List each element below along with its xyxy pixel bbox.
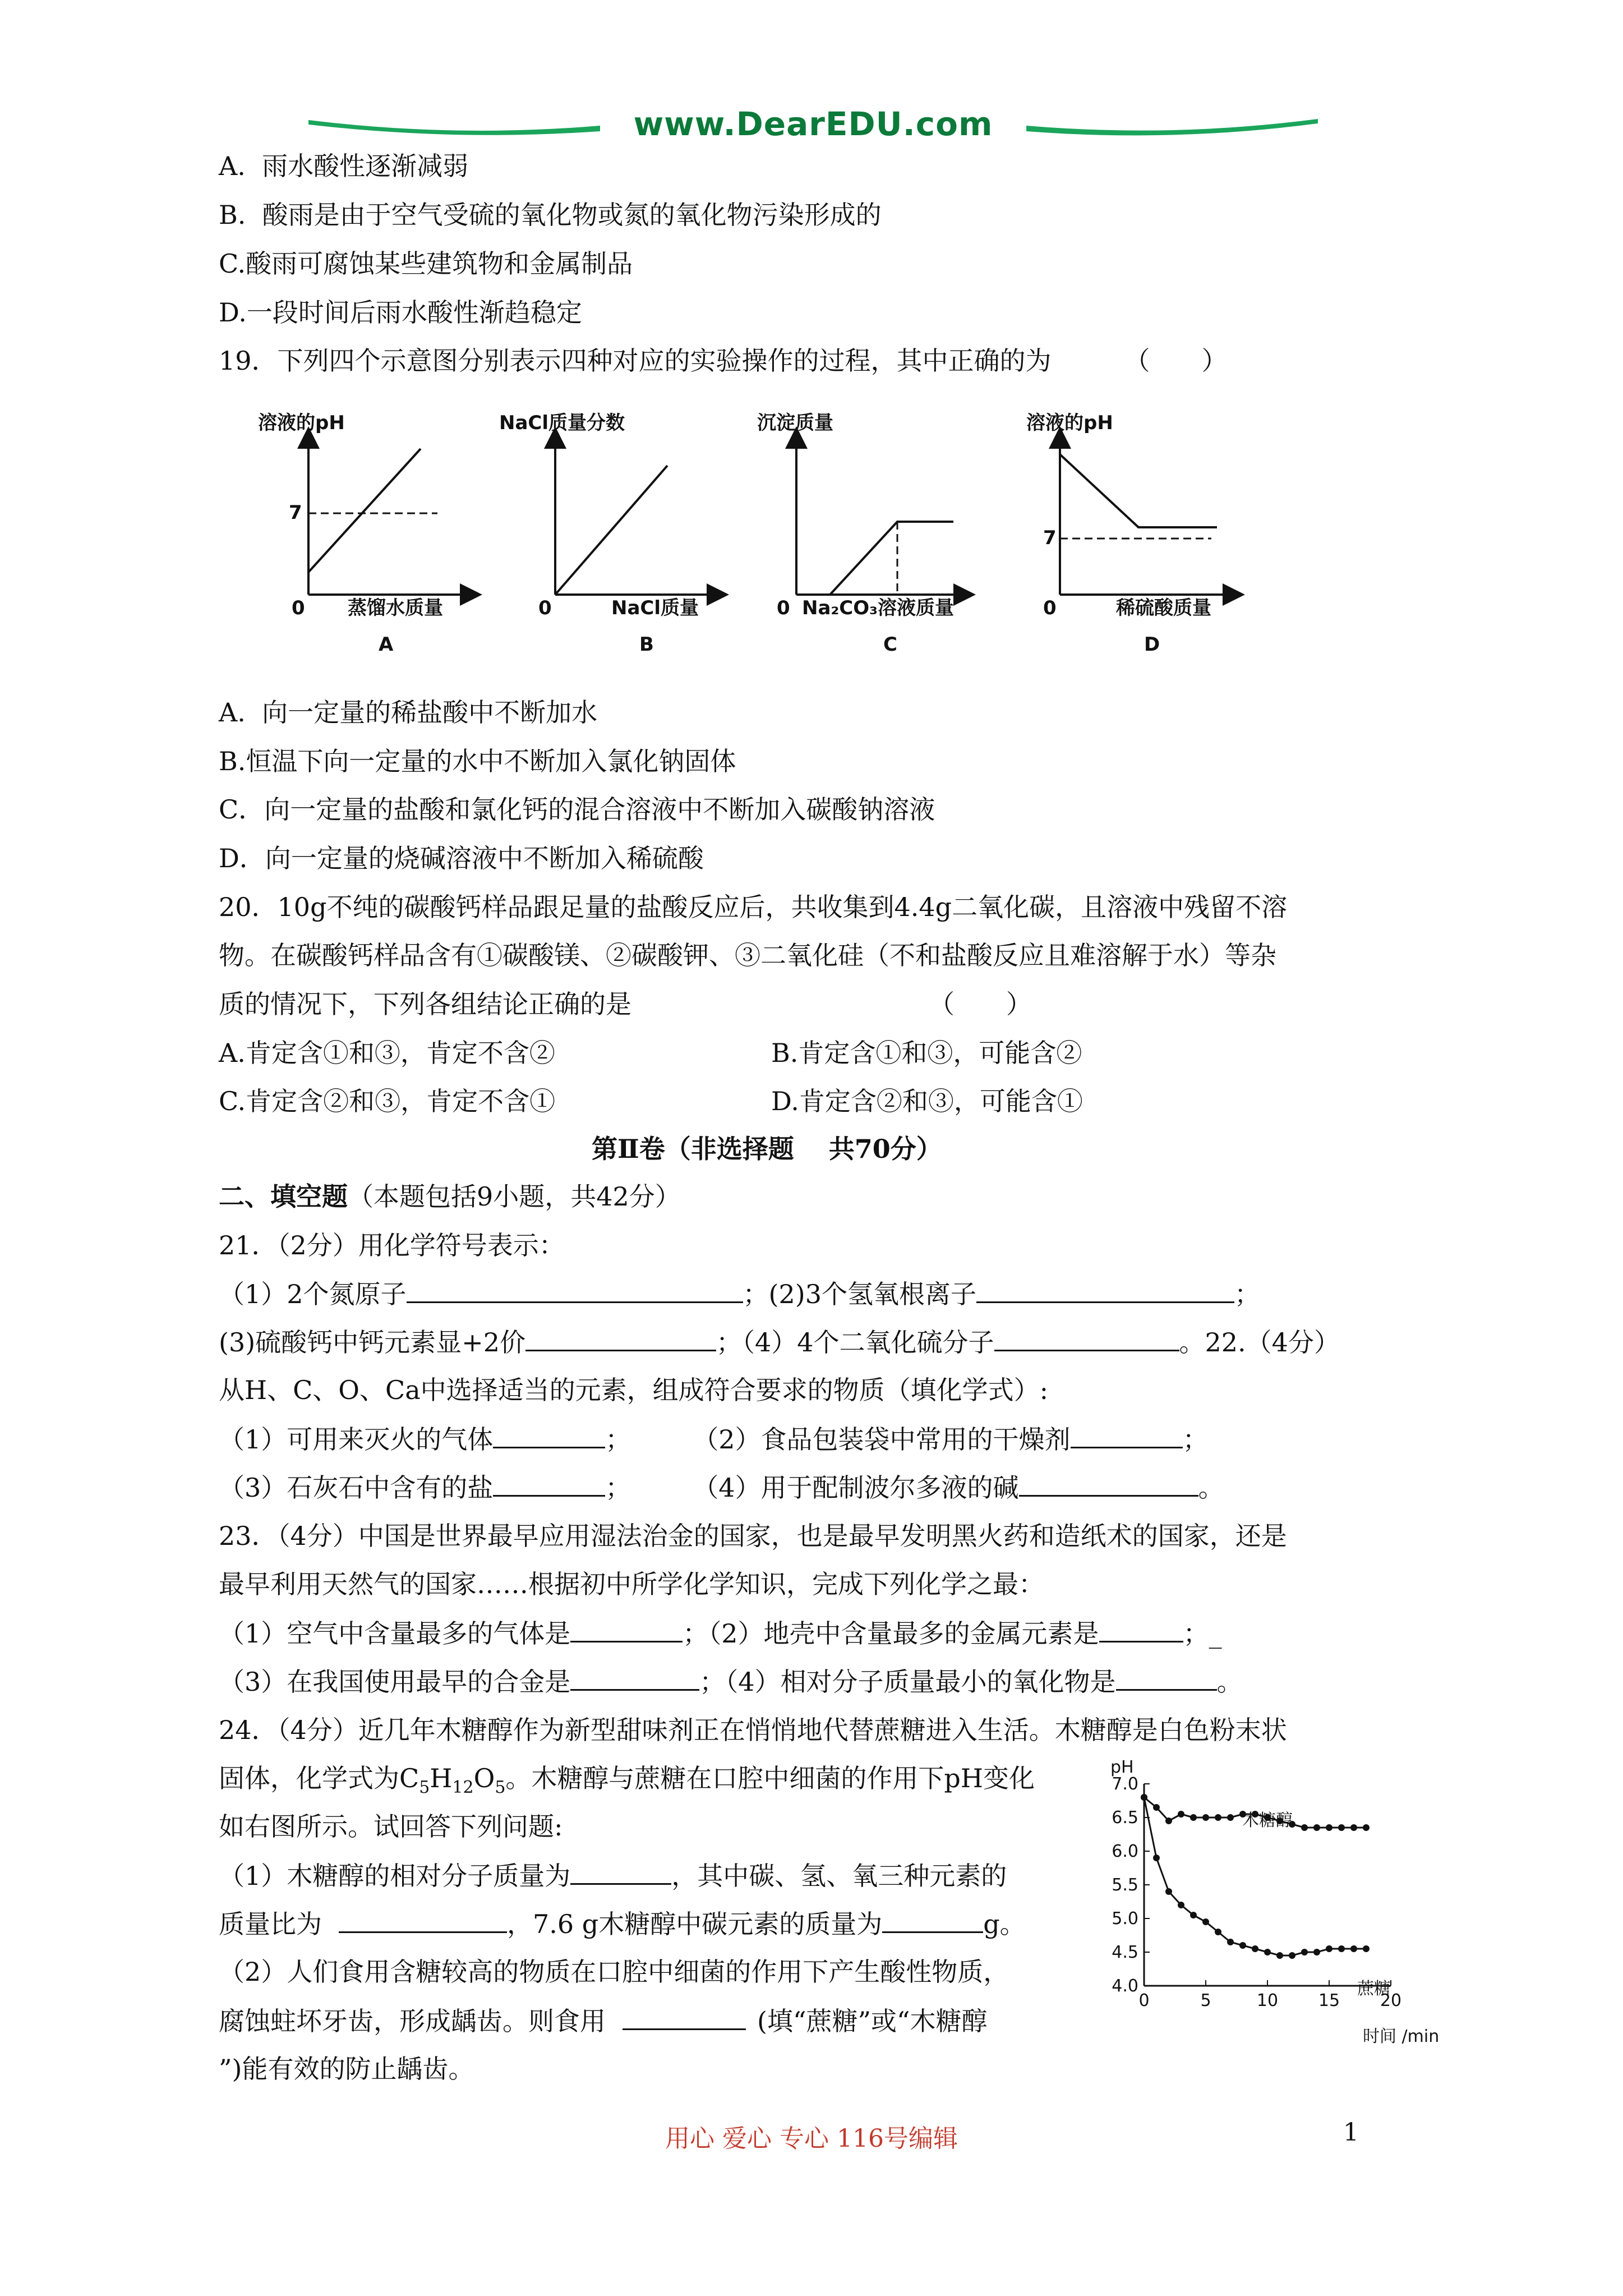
q20-answer-paren: （ ） bbox=[929, 989, 1032, 1019]
data-point bbox=[1252, 1945, 1258, 1952]
q22-blank-2[interactable] bbox=[1071, 1422, 1183, 1448]
section-2-heading-rest: （本题包括9小题，共42分） bbox=[348, 1181, 681, 1212]
chart-x-tick-label: 5 bbox=[1200, 1991, 1211, 2010]
chart-y-tick-label: 5.0 bbox=[1112, 1909, 1138, 1929]
graph-c-letter: C bbox=[883, 633, 897, 656]
site-url[interactable]: www.DearEDU.com bbox=[633, 105, 993, 143]
q23-end: 。 bbox=[1216, 1667, 1243, 1697]
data-point bbox=[1202, 1918, 1209, 1925]
q21-blank-2[interactable] bbox=[976, 1277, 1234, 1303]
chart-y-tick-label: 4.0 bbox=[1112, 1976, 1138, 1996]
ph-chart bbox=[1099, 1756, 1447, 2047]
q22-end: 。 bbox=[1198, 1473, 1224, 1503]
q20-option-b: B.肯定含①和③，可能含② bbox=[771, 1038, 1082, 1068]
q19-stem-text: 19．下列四个示意图分别表示四种对应的实验操作的过程，其中正确的为 bbox=[219, 346, 1052, 376]
page-footer: 用心 爱心 专心 116号编辑 bbox=[665, 2124, 958, 2153]
data-point bbox=[1227, 1939, 1234, 1945]
data-point bbox=[1313, 1949, 1320, 1955]
q21-blank-1[interactable] bbox=[407, 1277, 743, 1303]
q22-line-3 bbox=[219, 1470, 1224, 1504]
graph-b bbox=[499, 412, 718, 656]
q24-line-3: 如右图所示。试回答下列问题: bbox=[219, 1811, 563, 1842]
graph-c bbox=[757, 412, 965, 656]
q21-part-1: （1）2个氮原子 bbox=[219, 1279, 407, 1309]
q22-part-3: （3）石灰石中含有的盐 bbox=[219, 1473, 494, 1503]
q24-line-8: ”)能有效的防止龋齿。 bbox=[219, 2054, 474, 2084]
q24-line-4-b: ，其中碳、氢、氧三种元素的 bbox=[671, 1861, 1007, 1891]
q24-line-4-a: （1）木糖醇的相对分子质量为 bbox=[219, 1861, 571, 1891]
q20-line-1: 20．10g不纯的碳酸钙样品跟足量的盐酸反应后，共收集到4.4g二氧化碳，且溶液中残留不溶 bbox=[219, 892, 1288, 922]
q22-sep-1: ； bbox=[605, 1424, 631, 1455]
q19-figure bbox=[236, 404, 1279, 668]
q21-part-3: (3)硫酸钙中钙元素显+2价 bbox=[219, 1327, 525, 1358]
q24-line-7-a: 腐蚀蛀坏牙齿，形成龋齿。则食用 bbox=[219, 2006, 606, 2036]
q24-sub-1: 5 bbox=[419, 1778, 430, 1798]
site-header bbox=[308, 99, 1318, 149]
q24-line-5 bbox=[219, 1907, 1026, 1941]
q19-answer-paren: （ ） bbox=[1124, 346, 1228, 376]
graph-a-letter: A bbox=[379, 633, 394, 656]
page-number: 1 bbox=[1343, 2118, 1359, 2147]
q24-line-2-rest: 。木糖醇与蔗糖在口腔中细菌的作用下pH变化 bbox=[505, 1763, 1035, 1793]
graph-c-ylabel: 沉淀质量 bbox=[757, 412, 833, 434]
q21-blank-3[interactable] bbox=[525, 1325, 716, 1351]
q24-line-6: （2）人们食用含糖较高的物质在口腔中细菌的作用下产生酸性物质， bbox=[219, 1957, 1009, 1987]
q18-option-b: B. 酸雨是由于空气受硫的氧化物或氮的氧化物污染形成的 bbox=[219, 200, 882, 230]
data-point bbox=[1178, 1902, 1184, 1908]
data-point bbox=[1202, 1814, 1209, 1821]
data-point bbox=[1363, 1824, 1370, 1831]
q23-blank-2[interactable] bbox=[1099, 1616, 1183, 1642]
graph-d-ref: 7 bbox=[1043, 527, 1057, 549]
q22-blank-1[interactable] bbox=[493, 1422, 605, 1448]
graph-d-origin: 0 bbox=[1043, 597, 1057, 619]
data-point bbox=[1215, 1929, 1221, 1935]
series-label-xylitol: 木糖醇 bbox=[1242, 1811, 1293, 1830]
q23-line-4 bbox=[219, 1664, 1243, 1699]
graph-a-ref: 7 bbox=[289, 501, 302, 524]
q20-option-c: C.肯定含②和③，肯定不含① bbox=[219, 1086, 556, 1116]
q24-blank-4[interactable] bbox=[623, 2004, 746, 2030]
q24-line-7 bbox=[219, 2004, 988, 2038]
chart-x-tick-label: 15 bbox=[1318, 1991, 1340, 2010]
chart-x-tick-label: 10 bbox=[1256, 1991, 1279, 2010]
left-swoosh-icon bbox=[308, 109, 600, 139]
data-point bbox=[1276, 1952, 1283, 1959]
q23-part-2: ；（2）地壳中含量最多的金属元素是 bbox=[683, 1618, 1099, 1649]
graph-a bbox=[258, 412, 471, 656]
q24-line-5-c: g。 bbox=[983, 1909, 1026, 1939]
chart-y-tick-label: 6.5 bbox=[1112, 1808, 1138, 1828]
graph-d-letter: D bbox=[1144, 633, 1160, 656]
q20-line-2: 物。在碳酸钙样品含有①碳酸镁、②碳酸钾、③二氧化硅（不和盐酸反应且难溶解于水）等杂 bbox=[219, 940, 1276, 970]
q23-blank-1[interactable] bbox=[570, 1616, 683, 1642]
q21-part-4: ；（4）4个二氧化硫分子 bbox=[716, 1327, 994, 1358]
q24-formula-o: O bbox=[473, 1763, 495, 1793]
q23-tail: _ bbox=[1209, 1618, 1222, 1649]
graph-b-letter: B bbox=[639, 633, 654, 656]
q24-line-2 bbox=[219, 1761, 1035, 1805]
right-swoosh-icon bbox=[1026, 109, 1318, 139]
data-point bbox=[1141, 1794, 1147, 1801]
graph-d-xlabel: 稀硫酸质量 bbox=[1116, 597, 1211, 619]
data-point bbox=[1178, 1811, 1184, 1818]
q24-blank-1[interactable] bbox=[570, 1858, 671, 1885]
q22-part-4: （4）用于配制波尔多液的碱 bbox=[693, 1473, 1019, 1503]
data-point bbox=[1338, 1945, 1345, 1952]
q18-option-a: A. 雨水酸性逐渐减弱 bbox=[219, 151, 469, 181]
q23-blank-3[interactable] bbox=[570, 1664, 699, 1691]
data-point bbox=[1239, 1942, 1246, 1949]
graph-c-origin: 0 bbox=[777, 597, 790, 619]
q19-stem bbox=[219, 344, 1228, 378]
data-point bbox=[1338, 1824, 1345, 1831]
graph-b-origin: 0 bbox=[538, 597, 552, 619]
data-point bbox=[1165, 1888, 1172, 1895]
data-point bbox=[1301, 1949, 1308, 1955]
data-point bbox=[1153, 1804, 1160, 1811]
q21-part-2: ；(2)3个氢氧根离子 bbox=[743, 1279, 976, 1309]
data-point bbox=[1289, 1952, 1295, 1959]
chart-ylabel: pH bbox=[1110, 1757, 1134, 1777]
chart-x-tick-label: 20 bbox=[1380, 1991, 1402, 2010]
chart-y-tick-label: 4.5 bbox=[1112, 1943, 1138, 1962]
q23-part-4: ；（4）相对分子质量最小的氧化物是 bbox=[699, 1667, 1116, 1697]
graph-a-origin: 0 bbox=[292, 597, 305, 619]
q22-blank-3[interactable] bbox=[493, 1470, 605, 1497]
q21-stem: 21．（2分）用化学符号表示： bbox=[219, 1230, 565, 1260]
q22-part-1: （1）可用来灭火的气体 bbox=[219, 1424, 494, 1455]
data-point bbox=[1313, 1824, 1320, 1831]
q21-line-1 bbox=[219, 1277, 1260, 1311]
data-point bbox=[1165, 1818, 1172, 1824]
q21-blank-4[interactable] bbox=[994, 1325, 1179, 1351]
graph-c-xlabel: Na₂CO₃溶液质量 bbox=[802, 597, 955, 619]
graph-b-xlabel: NaCl质量 bbox=[611, 597, 699, 619]
q24-line-4 bbox=[219, 1858, 1007, 1893]
data-point bbox=[1350, 1945, 1357, 1952]
graph-d bbox=[1026, 412, 1234, 656]
data-point bbox=[1350, 1824, 1357, 1831]
q19-option-b: B.恒温下向一定量的水中不断加入氯化钠固体 bbox=[219, 746, 736, 776]
chart-xlabel: 时间 /min bbox=[1363, 2027, 1440, 2046]
data-point bbox=[1326, 1824, 1332, 1831]
graph-b-ylabel: NaCl质量分数 bbox=[499, 412, 625, 434]
q18-option-c: C.酸雨可腐蚀某些建筑物和金属制品 bbox=[219, 249, 633, 279]
graph-a-ylabel: 溶液的pH bbox=[258, 412, 345, 434]
q22-line-1: 从H、C、O、Ca中选择适当的元素，组成符合要求的物质（填化学式）: bbox=[219, 1375, 1049, 1405]
chart-y-tick-label: 6.0 bbox=[1112, 1842, 1138, 1861]
q21-line-2 bbox=[219, 1325, 1340, 1359]
q21-sep: ； bbox=[1234, 1279, 1260, 1309]
q24-line-5-a: 质量比为 bbox=[219, 1909, 322, 1939]
data-point bbox=[1264, 1949, 1271, 1955]
q20-option-a: A.肯定含①和③，肯定不含② bbox=[219, 1038, 555, 1068]
q23-part-1: （1）空气中含量最多的气体是 bbox=[219, 1618, 571, 1649]
q24-line-1: 24．（4分）近几年木糖醇作为新型甜味剂正在悄悄地代替蔗糖进入生活。木糖醇是白色粉末状 bbox=[219, 1715, 1287, 1745]
series-label-sucrose: 蔗糖 bbox=[1357, 1979, 1391, 1999]
chart-y-tick-label: 7.0 bbox=[1112, 1774, 1138, 1794]
q22-blank-4[interactable] bbox=[1019, 1470, 1198, 1497]
q23-blank-4[interactable] bbox=[1116, 1664, 1217, 1691]
graph-a-xlabel: 蒸馏水质量 bbox=[348, 597, 443, 619]
q23-line-1: 23．（4分）中国是世界最早应用湿法治金的国家，也是最早发明黑火药和造纸术的国家，还是 bbox=[219, 1521, 1287, 1551]
section-2-heading bbox=[219, 1180, 681, 1213]
graph-d-ylabel: 溶液的pH bbox=[1026, 412, 1113, 434]
q24-formula-h: H bbox=[430, 1763, 453, 1793]
q19-option-a: A. 向一定量的稀盐酸中不断加水 bbox=[219, 697, 598, 728]
section-2-heading-bold: 二、填空题 bbox=[219, 1181, 348, 1212]
q20-option-d: D.肯定含②和③，可能含① bbox=[771, 1086, 1083, 1116]
data-point bbox=[1301, 1824, 1308, 1831]
chart-x-tick-label: 0 bbox=[1138, 1991, 1150, 2010]
section-2-title: 第Ⅱ卷（非选择题 共70分） bbox=[592, 1134, 942, 1164]
q24-sub-2: 12 bbox=[452, 1778, 474, 1798]
data-point bbox=[1227, 1814, 1234, 1821]
q23-line-2: 最早利用天然气的国家……根据初中所学化学知识，完成下列化学之最： bbox=[219, 1569, 1044, 1599]
q19-option-d: D．向一定量的烧碱溶液中不断加入稀硫酸 bbox=[219, 843, 704, 873]
q21-end: 。 bbox=[1179, 1327, 1205, 1358]
data-point bbox=[1363, 1945, 1370, 1952]
q22-start: 22.（4分） bbox=[1205, 1327, 1340, 1358]
q18-option-d: D.一段时间后雨水酸性渐趋稳定 bbox=[219, 297, 582, 328]
q22-sep-3: ； bbox=[605, 1473, 631, 1503]
q23-part-3: （3）在我国使用最早的合金是 bbox=[219, 1667, 571, 1697]
q22-line-2 bbox=[219, 1422, 1209, 1456]
q19-option-c: C．向一定量的盐酸和氯化钙的混合溶液中不断加入碳酸钠溶液 bbox=[219, 794, 935, 825]
q24-line-5-b: ，7.6 g木糖醇中碳元素的质量为 bbox=[507, 1909, 883, 1939]
q23-line-3 bbox=[219, 1616, 1222, 1650]
data-point bbox=[1215, 1814, 1221, 1821]
q24-formula-c: 固体，化学式为C bbox=[219, 1763, 419, 1793]
q23-sep: ； bbox=[1183, 1618, 1209, 1649]
q24-sub-3: 5 bbox=[495, 1778, 506, 1798]
q20-line-3 bbox=[219, 987, 1032, 1021]
chart-y-tick-label: 5.5 bbox=[1112, 1875, 1138, 1895]
q24-blank-3[interactable] bbox=[882, 1907, 983, 1933]
data-point bbox=[1190, 1912, 1197, 1918]
data-point bbox=[1190, 1814, 1197, 1821]
q22-part-2: （2）食品包装袋中常用的干燥剂 bbox=[693, 1424, 1071, 1455]
q24-blank-2[interactable] bbox=[339, 1907, 507, 1933]
data-point bbox=[1153, 1855, 1160, 1861]
q24-line-7-b: (填“蔗糖”或“木糖醇 bbox=[757, 2006, 988, 2036]
q22-sep-2: ； bbox=[1182, 1424, 1209, 1455]
data-point bbox=[1326, 1945, 1332, 1952]
q20-line-3-text: 质的情况下，下列各组结论正确的是 bbox=[219, 989, 631, 1019]
